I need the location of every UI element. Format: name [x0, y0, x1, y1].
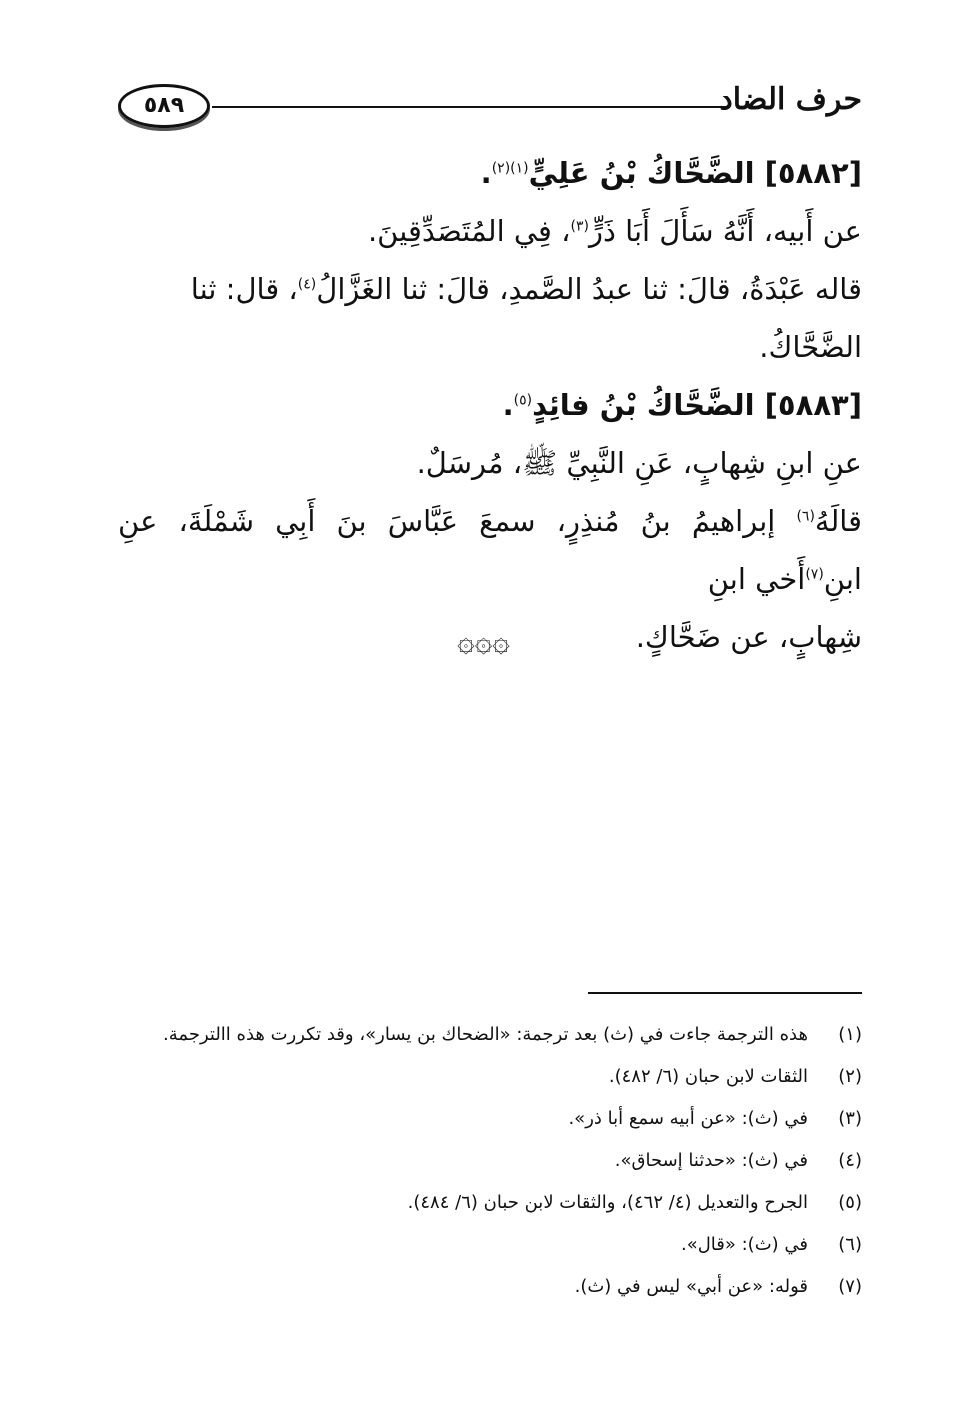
footnote-number: (٤) [838, 1150, 862, 1171]
entry-title-5882 [118, 144, 862, 202]
footnote-text: الثقات لابن حبان (٦/ ٤٨٢). [608, 1066, 808, 1087]
text-line: الضَّحَّاكُ. [759, 330, 862, 364]
text-line: شِهابٍ، عن ضَحَّاكٍ. [635, 620, 862, 654]
chapter-title: حرف الضاد [719, 82, 862, 117]
footnote-ref: (١)(٢) [491, 160, 529, 177]
text-span: ، فِي المُتَصَدِّقِينَ. [367, 214, 571, 248]
footnote-number: (٢) [838, 1066, 862, 1087]
footnote-text: الجرح والتعديل (٤/ ٤٦٢)، والثقات لابن حبان (٦/ ٤٨٤). [407, 1192, 808, 1213]
text-line: عنِ ابنِ شِهابٍ، عَنِ النَّبِيِّ ﷺ، مُرسَلٌ. [416, 446, 862, 480]
footnote-text: في (ث): «قال». [680, 1234, 808, 1255]
text-line [118, 202, 862, 260]
footnote-number: (١) [838, 1024, 862, 1045]
footnote-separator [588, 992, 862, 994]
footnotes [118, 1014, 862, 1308]
footnote-number: (٥) [838, 1192, 862, 1213]
footnote-item [118, 1140, 862, 1182]
footnote-item [118, 1056, 862, 1098]
footnote-text: هذه الترجمة جاءت في (ث) بعد ترجمة: «الضحاك بن يسار»، وقد تكررت هذه االترجمة. [163, 1024, 808, 1045]
footnote-number: (٦) [838, 1234, 862, 1255]
text-span: قاله عَبْدَةُ، قالَ: ثنا عبدُ الصَّمدِ، قالَ: ثنا الغَزَّالُ [316, 272, 862, 306]
footnote-text: قوله: «عن أبي» ليس في (ث). [574, 1276, 808, 1297]
footnote-number: (٣) [838, 1108, 862, 1129]
footnote-ref: (٥) [513, 392, 533, 409]
text-line [118, 492, 862, 608]
footnote-item [118, 1098, 862, 1140]
footnote-item [118, 1182, 862, 1224]
footnote-number: (٧) [838, 1276, 862, 1297]
text-span: عن أَبيه، أَنَّهُ سَأَلَ أَبَا ذَرٍّ [588, 214, 862, 248]
section-divider-ornament: ۞۞۞ [457, 624, 510, 659]
main-text [118, 144, 862, 666]
header-rule [212, 106, 726, 108]
running-header [118, 78, 862, 134]
footnote-text: في (ث): «عن أبيه سمع أبا ذر». [568, 1108, 808, 1129]
text-span: ، قال: ثنا [190, 272, 298, 306]
footnote-ref: (٧) [805, 566, 824, 583]
entry-title-end: . [502, 388, 514, 422]
entry-title-text: [٥٨٨٣] الضَّحَّاكُ بْنُ فائِدٍ [532, 388, 862, 422]
text-span: قالَهُ [814, 504, 862, 538]
entry-title-text: [٥٨٨٢] الضَّحَّاكُ بْنُ عَلِيٍّ [528, 156, 862, 190]
footnote-ref: (٦) [796, 508, 815, 525]
text-span: أَخي ابنِ [707, 562, 806, 596]
entry-title-5883 [118, 376, 862, 434]
text-span: إبراهيمُ بنُ مُنذِرٍ، سمعَ عَبَّاسَ بنَ أَبِي شَمْلَةَ، عنِ ابنِ [118, 504, 862, 596]
footnote-ref: (٣) [570, 218, 589, 235]
footnote-item [118, 1266, 862, 1308]
page-number-badge: ٥٨٩ [118, 84, 210, 128]
footnote-text: في (ث): «حدثنا إسحاق». [614, 1150, 808, 1171]
entry-title-end: . [480, 156, 492, 190]
footnote-ref: (٤) [297, 276, 317, 293]
footnote-item [118, 1014, 862, 1056]
text-line [118, 260, 862, 318]
footnote-item [118, 1224, 862, 1266]
